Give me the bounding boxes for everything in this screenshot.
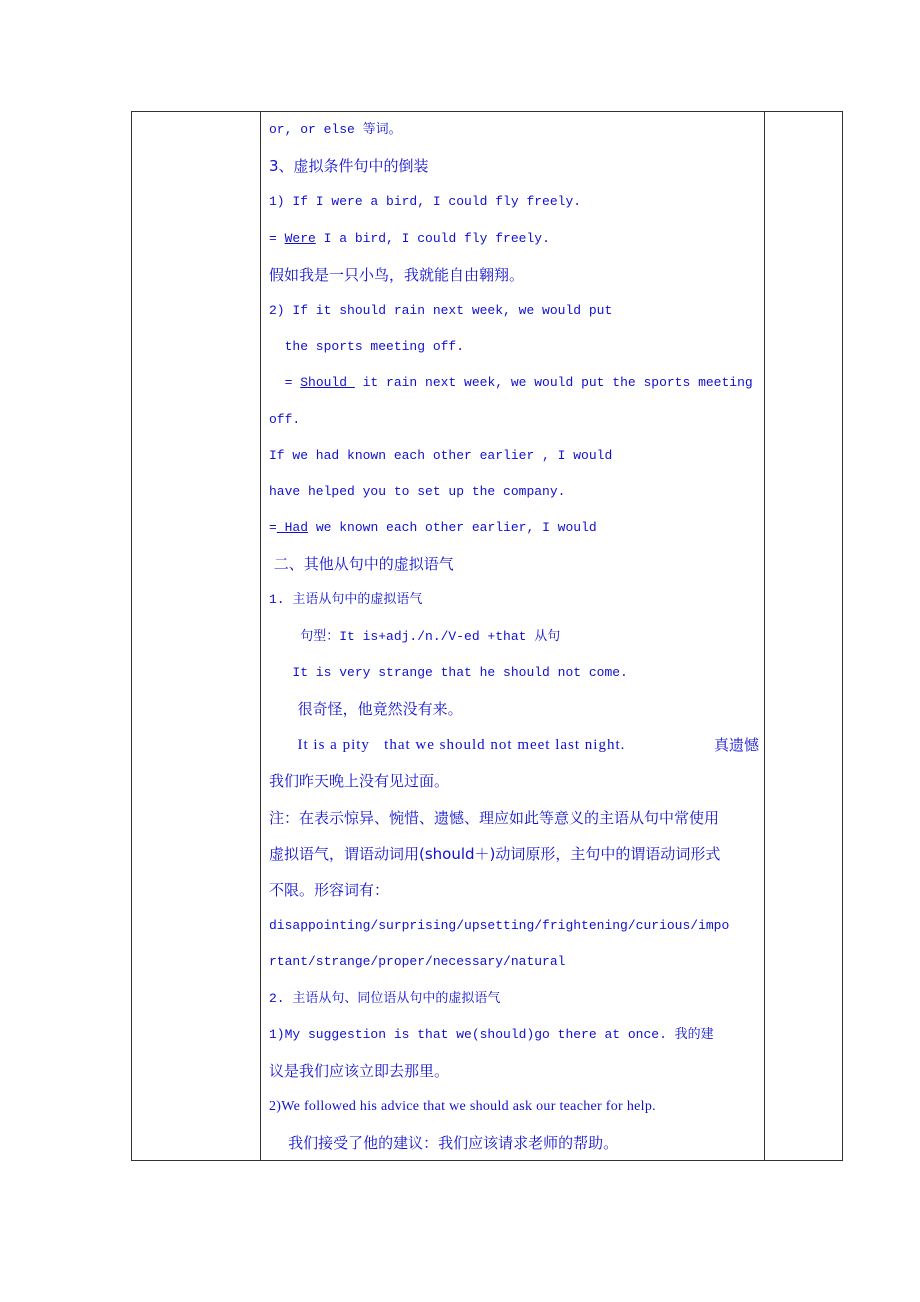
translation: 我们接受了他的建议：我们应该请求老师的帮助。 (269, 1134, 619, 1153)
underlined-word: Were (284, 230, 316, 246)
example-sentence: If we had known each other earlier , I would (269, 447, 613, 463)
text: we known each other earlier, I would (308, 520, 597, 536)
column-divider (260, 112, 261, 1160)
note: 注：在表示惊异、惋惜、遗憾、理应如此等意义的主语从句中常使用 (269, 808, 720, 827)
translation: 真遗憾 (713, 736, 759, 755)
translation: 我们昨天晚上没有见过面。 (269, 772, 450, 791)
underlined-word: Had (276, 520, 309, 536)
text: It is a pity that we should not meet last night. (269, 737, 626, 754)
example-sentence (269, 365, 763, 401)
underlined-word: Should (300, 375, 355, 391)
translation: 假如我是一只小鸟，我就能自由翱翔。 (269, 265, 525, 284)
text: = (269, 375, 301, 391)
table-content-cell (269, 112, 763, 1161)
subsection-heading: 1. 主语从句中的虚拟语气 (269, 592, 423, 608)
text-line: or, or else 等词。 (269, 122, 402, 137)
section-heading: 3、虚拟条件句中的倒装 (269, 157, 429, 176)
text: it rain next week, we would put the sports meeting (354, 375, 753, 391)
example-sentence: It is very strange that he should not come. (269, 664, 628, 680)
example-sentence: have helped you to set up the company. (269, 483, 566, 499)
example-sentence: the sports meeting off. (269, 339, 465, 355)
adjective-list: disappointing/surprising/upsetting/frightening/curious/impo (269, 918, 730, 934)
example-sentence: 2)We followed his advice that we should ask our teacher for help. (269, 1099, 656, 1115)
example-sentence: 1) If I were a bird, I could fly freely. (269, 194, 582, 210)
adjective-list: rtant/strange/proper/necessary/natural (269, 954, 566, 970)
translation: 议是我们应该立即去那里。 (269, 1061, 450, 1080)
text: = (269, 520, 277, 536)
example-sentence (269, 727, 763, 763)
example-sentence (269, 221, 763, 257)
section-heading: 二、其他从句中的虚拟语气 (269, 555, 454, 574)
example-sentence (269, 510, 763, 546)
example-sentence: 2) If it should rain next week, we would put (269, 302, 613, 318)
subsection-heading: 2. 主语从句、同位语从句中的虚拟语气 (269, 990, 501, 1006)
text: = (269, 230, 285, 246)
text-line: off. (269, 411, 301, 427)
note: 虚拟语气，谓语动词用(should＋)动词原形，主句中的谓语动词形式 (269, 844, 721, 863)
translation: 很奇怪，他竟然没有来。 (269, 700, 463, 718)
text: I a bird, I could fly freely. (315, 230, 550, 246)
note: 不限。形容词有： (269, 880, 390, 899)
column-divider (764, 112, 765, 1160)
sentence-pattern: 句型：It is+adj./n./V-ed +that 从句 (269, 628, 561, 644)
example-sentence: 1)My suggestion is that we(should)go there at once. 我的建 (269, 1026, 714, 1042)
